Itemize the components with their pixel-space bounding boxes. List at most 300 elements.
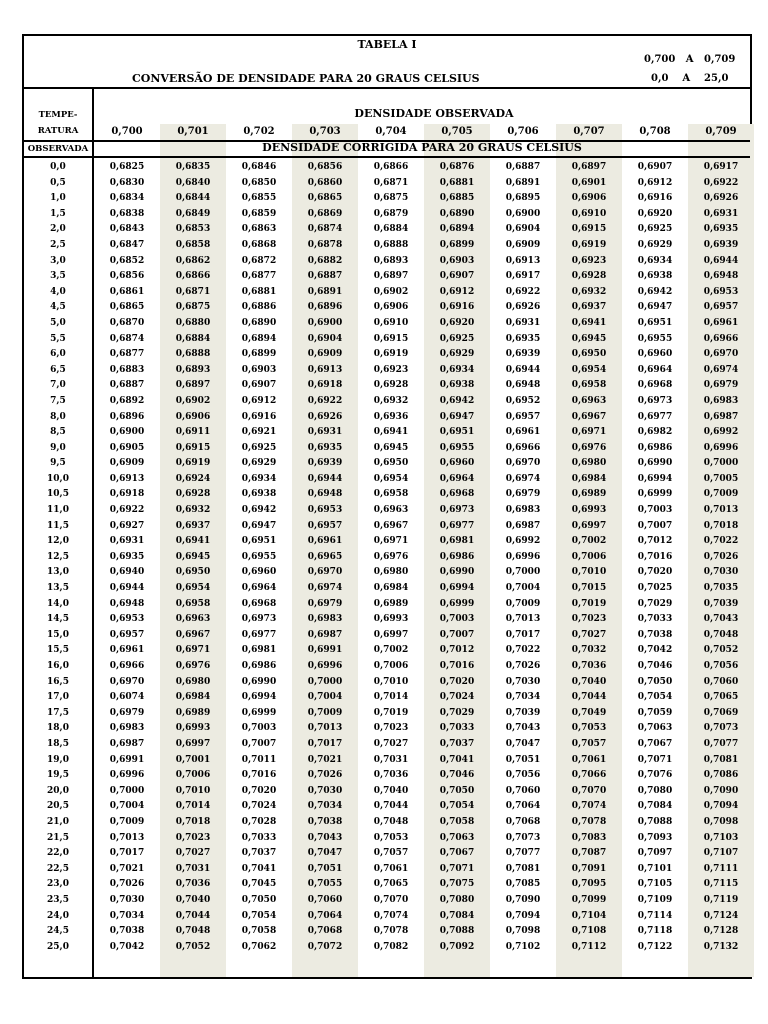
density-cell: 0,6919: [175, 458, 211, 469]
column-header: 0,709: [705, 126, 737, 137]
density-cell: 0,6869: [307, 208, 343, 219]
density-cell: 0,6928: [175, 489, 211, 500]
density-cell: 0,6913: [307, 364, 343, 375]
density-cell: 0,6961: [505, 427, 541, 438]
density-cell: 0,6997: [373, 629, 409, 640]
density-cell: 0,7056: [505, 770, 541, 781]
density-cell: 0,7097: [637, 848, 673, 859]
density-cell: 0,6896: [307, 302, 343, 313]
density-cell: 0,6865: [307, 193, 343, 204]
density-cell: 0,6871: [175, 286, 211, 297]
density-cell: 0,7058: [439, 816, 475, 827]
density-cell: 0,7016: [241, 770, 277, 781]
density-cell: 0,7014: [373, 692, 409, 703]
density-cell: 0,6835: [175, 162, 211, 172]
density-cell: 0,6992: [505, 536, 541, 547]
density-cell: 0,6863: [241, 224, 277, 235]
density-cell: 0,6926: [307, 411, 343, 422]
density-cell: 0,6948: [109, 598, 145, 609]
density-cell: 0,7076: [637, 770, 673, 781]
density-cell: 0,6939: [307, 458, 343, 469]
density-cell: 0,6997: [571, 520, 607, 531]
density-cell: 0,6980: [175, 676, 211, 687]
density-cell: 0,6931: [109, 536, 145, 547]
density-cell: 0,6987: [505, 520, 541, 531]
density-cell: 0,6915: [373, 333, 409, 344]
table-subtitle: CONVERSÃO DE DENSIDADE PARA 20 GRAUS CELSIUS: [132, 72, 480, 85]
temp-range-to: 25,0: [704, 73, 729, 84]
table-row: [24, 643, 750, 659]
density-cell: 0,7024: [241, 801, 277, 812]
density-cell: 0,7108: [571, 926, 607, 937]
density-cell: 0,6844: [175, 193, 211, 204]
density-cell: 0,6893: [373, 255, 409, 266]
table-row: [24, 238, 750, 254]
temperature-cell: 1,0: [50, 193, 66, 204]
temperature-cell: 21,0: [47, 816, 69, 827]
temperature-cell: 9,0: [50, 442, 66, 453]
density-cell: 0,6884: [175, 333, 211, 344]
density-cell: 0,6966: [109, 661, 145, 671]
density-cell: 0,7032: [571, 645, 607, 656]
density-cell: 0,7050: [637, 676, 673, 687]
density-cell: 0,6976: [175, 661, 211, 671]
density-cell: 0,7007: [439, 629, 475, 640]
density-cell: 0,6932: [373, 395, 409, 406]
density-cell: 0,6964: [241, 583, 277, 594]
density-cell: 0,7122: [637, 941, 673, 952]
density-cell: 0,6958: [373, 489, 409, 500]
density-cell: 0,6918: [109, 489, 145, 500]
density-cell: 0,6999: [637, 489, 673, 500]
density-cell: 0,6874: [109, 333, 145, 344]
density-cell: 0,6942: [637, 286, 673, 297]
density-cell: 0,7107: [703, 848, 739, 859]
density-cell: 0,6968: [637, 380, 673, 391]
density-cell: 0,6960: [637, 349, 673, 360]
density-cell: 0,6928: [571, 271, 607, 282]
density-cell: 0,7036: [175, 879, 211, 890]
density-cell: 0,6947: [439, 411, 475, 422]
density-cell: 0,6840: [175, 177, 211, 188]
temperature-cell: 1,5: [50, 208, 66, 219]
density-cell: 0,7119: [703, 894, 739, 905]
density-cell: 0,6935: [109, 551, 145, 562]
density-cell: 0,7054: [241, 910, 277, 921]
table-row: [24, 909, 750, 925]
density-cell: 0,6997: [175, 738, 211, 749]
density-cell: 0,7038: [307, 816, 343, 827]
density-cell: 0,7013: [109, 832, 145, 843]
density-cell: 0,6884: [373, 224, 409, 235]
density-cell: 0,7013: [307, 723, 343, 734]
density-cell: 0,7044: [175, 910, 211, 921]
density-cell: 0,6921: [241, 427, 277, 438]
density-cell: 0,6984: [571, 473, 607, 484]
density-cell: 0,6970: [307, 567, 343, 578]
temperature-cell: 2,0: [50, 224, 66, 235]
density-cell: 0,7006: [571, 551, 607, 562]
density-cell: 0,7020: [241, 785, 277, 796]
density-cell: 0,7057: [571, 738, 607, 749]
density-cell: 0,6967: [571, 411, 607, 422]
table-row: [24, 924, 750, 940]
table-row: [24, 222, 750, 238]
density-cell: 0,7041: [439, 754, 475, 765]
density-cell: 0,7093: [637, 832, 673, 843]
density-cell: 0,6944: [109, 583, 145, 594]
density-cell: 0,6912: [439, 286, 475, 297]
density-cell: 0,6850: [241, 177, 277, 188]
density-cell: 0,6980: [571, 458, 607, 469]
density-cell: 0,7060: [703, 676, 739, 687]
temperature-cell: 3,0: [50, 255, 66, 266]
density-cell: 0,6937: [571, 302, 607, 313]
temperature-cell: 9,5: [50, 458, 66, 469]
table-row: [24, 659, 750, 675]
density-cell: 0,7019: [571, 598, 607, 609]
density-cell: 0,7009: [505, 598, 541, 609]
density-cell: 0,6996: [505, 551, 541, 562]
density-cell: 0,6852: [109, 255, 145, 266]
density-cell: 0,6939: [703, 239, 739, 250]
density-cell: 0,6992: [703, 427, 739, 438]
density-cell: 0,6977: [241, 629, 277, 640]
density-cell: 0,7004: [307, 692, 343, 703]
density-cell: 0,7030: [109, 894, 145, 905]
density-cell: 0,6948: [307, 489, 343, 500]
density-cell: 0,6931: [703, 208, 739, 219]
density-cell: 0,7000: [703, 458, 739, 469]
density-cell: 0,7066: [571, 770, 607, 781]
density-cell: 0,6989: [373, 598, 409, 609]
density-cell: 0,7016: [439, 661, 475, 671]
density-cell: 0,6953: [307, 505, 343, 516]
density-cell: 0,7017: [307, 738, 343, 749]
temperature-cell: 4,5: [50, 302, 66, 313]
column-header: 0,703: [309, 126, 341, 137]
density-cell: 0,6887: [505, 162, 541, 172]
density-cell: 0,6993: [571, 505, 607, 516]
density-cell: 0,6954: [175, 583, 211, 594]
density-cell: 0,6961: [307, 536, 343, 547]
density-cell: 0,6838: [109, 208, 145, 219]
density-cell: 0,6925: [241, 442, 277, 453]
density-cell: 0,7031: [373, 754, 409, 765]
density-cell: 0,6953: [109, 614, 145, 625]
density-cell: 0,7098: [703, 816, 739, 827]
density-cell: 0,7070: [571, 785, 607, 796]
temperature-cell: 4,0: [50, 286, 66, 297]
density-cell: 0,6912: [241, 395, 277, 406]
density-cell: 0,6990: [637, 458, 673, 469]
density-cell: 0,6977: [637, 411, 673, 422]
density-cell: 0,7001: [175, 754, 211, 765]
density-cell: 0,6932: [571, 286, 607, 297]
temperature-cell: 18,0: [47, 723, 69, 734]
density-cell: 0,6875: [373, 193, 409, 204]
temperature-cell: 8,0: [50, 411, 66, 422]
density-cell: 0,6979: [307, 598, 343, 609]
density-cell: 0,6991: [307, 645, 343, 656]
observed-density-title: DENSIDADE OBSERVADA: [354, 107, 514, 120]
density-cell: 0,7094: [505, 910, 541, 921]
density-cell: 0,6907: [241, 380, 277, 391]
temp-range-sep: A: [682, 73, 691, 84]
density-cell: 0,6876: [439, 162, 475, 172]
density-cell: 0,6994: [637, 473, 673, 484]
density-cell: 0,7017: [505, 629, 541, 640]
density-cell: 0,7048: [175, 926, 211, 937]
density-cell: 0,6843: [109, 224, 145, 235]
density-cell: 0,6967: [373, 520, 409, 531]
density-cell: 0,6994: [439, 583, 475, 594]
density-cell: 0,7049: [571, 707, 607, 718]
density-cell: 0,6961: [703, 317, 739, 328]
density-cell: 0,7027: [373, 738, 409, 749]
table-row: [24, 425, 750, 441]
density-cell: 0,6926: [703, 193, 739, 204]
temperature-cell: 5,0: [50, 317, 66, 328]
temperature-range: [651, 73, 728, 84]
density-cell: 0,7004: [109, 801, 145, 812]
density-cell: 0,6915: [175, 442, 211, 453]
temperature-cell: 15,5: [47, 645, 69, 656]
density-cell: 0,7069: [703, 707, 739, 718]
density-cell: 0,6993: [175, 723, 211, 734]
density-cell: 0,7009: [109, 816, 145, 827]
density-cell: 0,7084: [439, 910, 475, 921]
density-cell: 0,7043: [307, 832, 343, 843]
density-cell: 0,7050: [439, 785, 475, 796]
density-cell: 0,6919: [571, 239, 607, 250]
density-cell: 0,6849: [175, 208, 211, 219]
density-cell: 0,7055: [307, 879, 343, 890]
density-cell: 0,6911: [175, 427, 211, 438]
density-cell: 0,6973: [637, 395, 673, 406]
density-cell: 0,7083: [571, 832, 607, 843]
density-cell: 0,7103: [703, 832, 739, 843]
density-cell: 0,6916: [637, 193, 673, 204]
density-cell: 0,7101: [637, 863, 673, 874]
density-cell: 0,6945: [373, 442, 409, 453]
density-cell: 0,7035: [703, 583, 739, 594]
density-cell: 0,6957: [505, 411, 541, 422]
density-cell: 0,7000: [505, 567, 541, 578]
density-cell: 0,7039: [505, 707, 541, 718]
density-cell: 0,6979: [505, 489, 541, 500]
density-cell: 0,6859: [241, 208, 277, 219]
density-cell: 0,6948: [703, 271, 739, 282]
density-cell: 0,7028: [241, 816, 277, 827]
density-cell: 0,6996: [109, 770, 145, 781]
density-cell: 0,7026: [703, 551, 739, 562]
temperature-cell: 12,5: [47, 551, 69, 562]
density-cell: 0,7022: [505, 645, 541, 656]
density-cell: 0,6890: [241, 317, 277, 328]
column-header: 0,700: [111, 126, 143, 137]
table-row: [24, 737, 750, 753]
density-cell: 0,7043: [505, 723, 541, 734]
density-cell: 0,6971: [571, 427, 607, 438]
density-cell: 0,6931: [307, 427, 343, 438]
density-cell: 0,6920: [637, 208, 673, 219]
table-row: [24, 207, 750, 223]
temperature-cell: 17,5: [47, 707, 69, 718]
table-row: [24, 160, 750, 176]
density-cell: 0,7052: [703, 645, 739, 656]
density-cell: 0,6926: [505, 302, 541, 313]
density-cell: 0,7078: [571, 816, 607, 827]
density-range-from: 0,700: [644, 54, 676, 65]
density-cell: 0,7105: [637, 879, 673, 890]
density-cell: 0,7012: [439, 645, 475, 656]
density-cell: 0,7022: [703, 536, 739, 547]
density-cell: 0,6870: [109, 317, 145, 328]
density-cell: 0,7023: [373, 723, 409, 734]
table-row: [24, 877, 750, 893]
density-cell: 0,7065: [373, 879, 409, 890]
density-cell: 0,6987: [703, 411, 739, 422]
density-cell: 0,6960: [241, 567, 277, 578]
density-cell: 0,6935: [703, 224, 739, 235]
table-row: [24, 565, 750, 581]
density-cell: 0,6954: [373, 473, 409, 484]
temperature-cell: 20,0: [47, 785, 69, 796]
temp-range-from: 0,0: [651, 73, 669, 84]
density-cell: 0,6944: [307, 473, 343, 484]
density-cell: 0,6929: [439, 349, 475, 360]
density-cell: 0,7048: [703, 629, 739, 640]
temperature-cell: 24,0: [47, 910, 69, 921]
density-cell: 0,6980: [373, 567, 409, 578]
density-cell: 0,6999: [241, 707, 277, 718]
density-cell: 0,6907: [439, 271, 475, 282]
density-cell: 0,6976: [571, 442, 607, 453]
table-body: [24, 160, 750, 955]
table-row: [24, 784, 750, 800]
density-cell: 0,6984: [373, 583, 409, 594]
density-cell: 0,6865: [109, 302, 145, 313]
table-row: [24, 456, 750, 472]
density-cell: 0,6929: [241, 458, 277, 469]
table-row: [24, 285, 750, 301]
column-header: 0,706: [507, 126, 539, 137]
density-cell: 0,7091: [571, 863, 607, 874]
density-cell: 0,6976: [373, 551, 409, 562]
density-cell: 0,6919: [373, 349, 409, 360]
density-cell: 0,6922: [109, 505, 145, 516]
density-range: [644, 54, 735, 65]
table-row: [24, 612, 750, 628]
density-cell: 0,6915: [571, 224, 607, 235]
density-cell: 0,7034: [505, 692, 541, 703]
density-cell: 0,7021: [109, 863, 145, 874]
density-cell: 0,7073: [703, 723, 739, 734]
density-cell: 0,7036: [571, 661, 607, 671]
density-cell: 0,6938: [439, 380, 475, 391]
temperature-cell: 25,0: [47, 941, 69, 952]
density-cell: 0,6912: [637, 177, 673, 188]
density-cell: 0,6958: [571, 380, 607, 391]
table-row: [24, 176, 750, 192]
density-cell: 0,6900: [109, 427, 145, 438]
temperature-cell: 3,5: [50, 271, 66, 282]
density-cell: 0,6861: [109, 286, 145, 297]
temperature-cell: 16,0: [47, 661, 69, 671]
density-cell: 0,7053: [373, 832, 409, 843]
density-cell: 0,6909: [505, 239, 541, 250]
density-cell: 0,7090: [703, 785, 739, 796]
density-cell: 0,7041: [241, 863, 277, 874]
density-cell: 0,6947: [241, 520, 277, 531]
density-cell: 0,6999: [439, 598, 475, 609]
table-row: [24, 893, 750, 909]
density-cell: 0,6882: [307, 255, 343, 266]
density-cell: 0,7009: [307, 707, 343, 718]
density-cell: 0,6941: [571, 317, 607, 328]
density-cell: 0,7081: [505, 863, 541, 874]
density-cell: 0,7023: [571, 614, 607, 625]
density-cell: 0,6885: [439, 193, 475, 204]
table-row: [24, 706, 750, 722]
density-cell: 0,6951: [241, 536, 277, 547]
density-cell: 0,7065: [703, 692, 739, 703]
density-cell: 0,6904: [505, 224, 541, 235]
density-cell: 0,6990: [241, 676, 277, 687]
density-cell: 0,7000: [307, 676, 343, 687]
temp-header-line3: OBSERVADA: [27, 144, 89, 154]
table-row: [24, 441, 750, 457]
table-row: [24, 347, 750, 363]
density-cell: 0,6897: [175, 380, 211, 391]
table-row: [24, 363, 750, 379]
density-cell: 0,6899: [241, 349, 277, 360]
density-cell: 0,7015: [571, 583, 607, 594]
density-cell: 0,6922: [307, 395, 343, 406]
table-row: [24, 799, 750, 815]
density-cell: 0,7082: [373, 941, 409, 952]
density-cell: 0,7037: [439, 738, 475, 749]
table-row: [24, 378, 750, 394]
density-cell: 0,7102: [505, 941, 541, 952]
density-cell: 0,7019: [373, 707, 409, 718]
density-cell: 0,6966: [703, 333, 739, 344]
density-cell: 0,6996: [307, 661, 343, 671]
density-cell: 0,6856: [307, 162, 343, 172]
density-cell: 0,6950: [571, 349, 607, 360]
density-cell: 0,7030: [703, 567, 739, 578]
density-cell: 0,6986: [637, 442, 673, 453]
density-cell: 0,6860: [307, 177, 343, 188]
density-cell: 0,7054: [637, 692, 673, 703]
density-cell: 0,6944: [703, 255, 739, 266]
density-cell: 0,6909: [109, 458, 145, 469]
table-row: [24, 831, 750, 847]
density-cell: 0,6941: [175, 536, 211, 547]
density-cell: 0,6905: [109, 442, 145, 453]
density-cell: 0,7094: [703, 801, 739, 812]
density-cell: 0,7016: [637, 551, 673, 562]
density-cell: 0,6977: [439, 520, 475, 531]
density-cell: 0,6994: [241, 692, 277, 703]
density-cell: 0,7027: [571, 629, 607, 640]
density-cell: 0,6979: [703, 380, 739, 391]
density-cell: 0,7026: [109, 879, 145, 890]
density-cell: 0,6877: [109, 349, 145, 360]
density-cell: 0,6951: [637, 317, 673, 328]
density-cell: 0,6927: [109, 520, 145, 531]
